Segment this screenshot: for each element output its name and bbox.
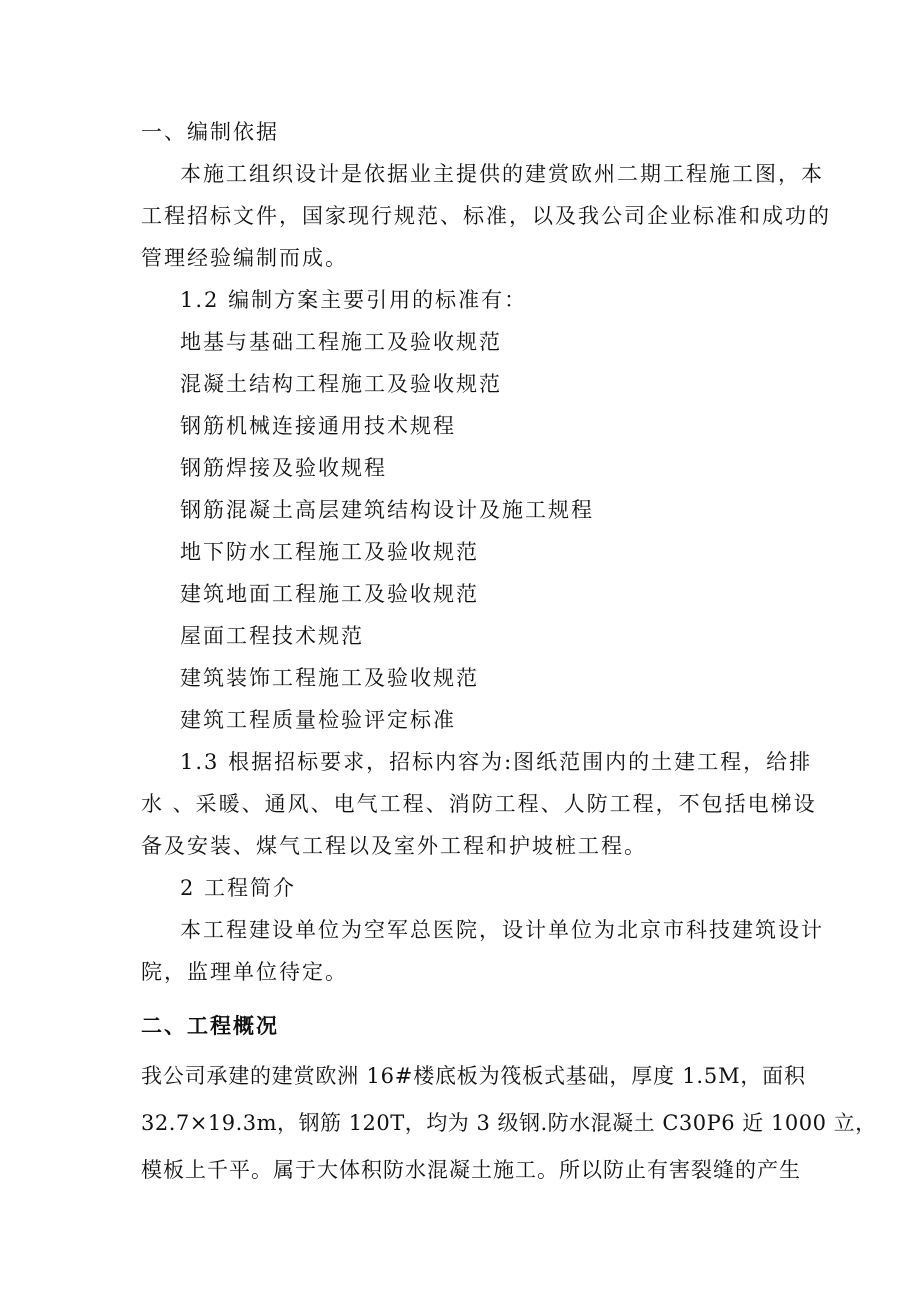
standard-item: 建筑地面工程施工及验收规范 <box>180 582 479 606</box>
paragraph-line: 本施工组织设计是依据业主提供的建赏欧州二期工程施工图，本 <box>180 162 824 186</box>
paragraph-line: 1.3 根据招标要求，招标内容为:图纸范围内的土建工程，给排 <box>180 750 813 774</box>
subheading-overview: 2 工程简介 <box>180 876 297 900</box>
standard-item: 建筑装饰工程施工及验收规范 <box>180 666 479 690</box>
standard-item: 混凝土结构工程施工及验收规范 <box>180 372 502 396</box>
paragraph-line: 院，监理单位待定。 <box>141 960 348 984</box>
standard-item: 钢筋焊接及验收规程 <box>180 456 387 480</box>
paragraph-line: 本工程建设单位为空军总医院，设计单位为北京市科技建筑设计 <box>180 918 824 942</box>
section-heading-basis: 一、编制依据 <box>141 120 279 144</box>
standard-item: 钢筋混凝土高层建筑结构设计及施工规程 <box>180 498 594 522</box>
paragraph-line: 32.7×19.3m，钢筋 120T，均为 3 级钢.防水混凝土 C30P6 近 1000 立， <box>141 1111 877 1135</box>
subheading-standards: 1.2 编制方案主要引用的标准有： <box>180 288 528 312</box>
section-heading-overview: 二、工程概况 <box>141 1013 279 1038</box>
paragraph-line: 管理经验编制而成。 <box>141 246 348 270</box>
paragraph-line: 水 、采暖、通风、电气工程、消防工程、人防工程，不包括电梯设 <box>141 792 817 816</box>
standard-item: 钢筋机械连接通用技术规程 <box>180 414 456 438</box>
paragraph-line: 工程招标文件，国家现行规范、标准，以及我公司企业标准和成功的 <box>141 204 831 228</box>
standard-item: 地基与基础工程施工及验收规范 <box>180 330 502 354</box>
standard-item: 屋面工程技术规范 <box>180 624 364 648</box>
paragraph-line: 我公司承建的建赏欧洲 16#楼底板为筏板式基础，厚度 1.5M，面积 <box>141 1064 806 1088</box>
standard-item: 建筑工程质量检验评定标准 <box>180 708 456 732</box>
paragraph-line: 模板上千平。属于大体积防水混凝土施工。所以防止有害裂缝的产生 <box>141 1158 801 1182</box>
paragraph-line: 备及安装、煤气工程以及室外工程和护坡桩工程。 <box>141 834 647 858</box>
standard-item: 地下防水工程施工及验收规范 <box>180 540 479 564</box>
